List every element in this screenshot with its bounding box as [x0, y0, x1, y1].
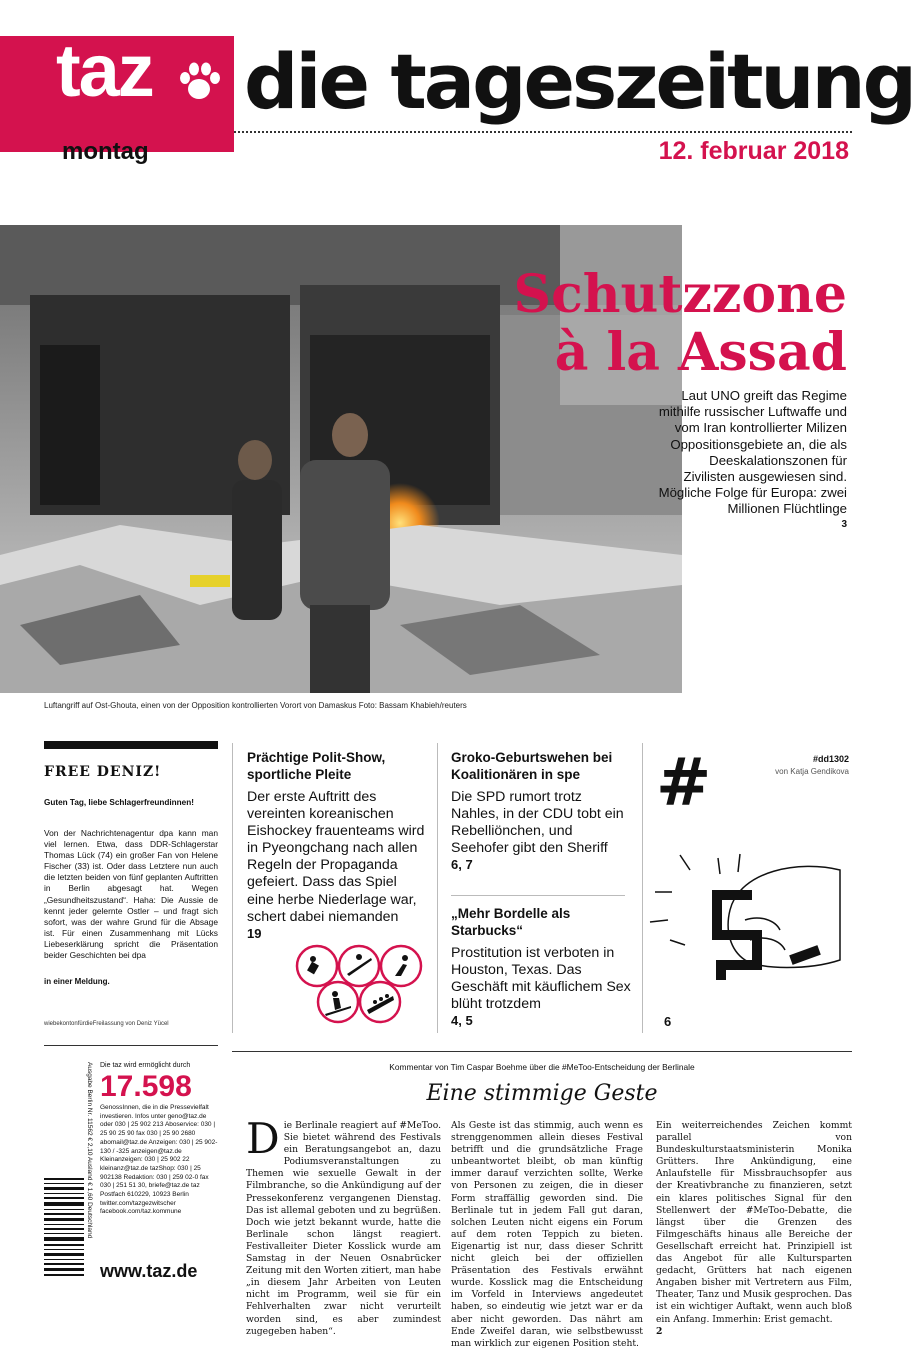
teaser-kicker: „Mehr Bordelle als Starbucks“: [451, 906, 571, 938]
comment-column-1: [246, 1114, 441, 1338]
headline-line-2: à la Assad: [554, 322, 847, 383]
edition-info: Ausgabe Berlin Nr. 11562 € 2,10 Ausland € 1,60 Deutschland: [86, 1062, 93, 1239]
cover-headline[interactable]: [514, 266, 847, 382]
free-deniz-title: FREE DENIZ!: [44, 764, 162, 780]
dotted-divider: [234, 131, 852, 133]
teaser-groko[interactable]: [451, 749, 631, 872]
divider: [44, 1045, 218, 1046]
page-reference[interactable]: 3: [841, 518, 847, 530]
teaser-kicker: Groko-Geburtswehen bei Koalitionären in spe: [451, 750, 613, 782]
olympic-pictograms: [295, 944, 425, 1026]
imprint-text: GenossInnen, die in die Pressevielfalt investieren. Infos unter geno@taz.de oder 030 | 25 902 213 Aboservice: 030 | 25 90 25 90 fax 030 | 25 90 2680 abomail@taz.de Anzeigen: 030 | 25 902-130 / -325 anzeigen@taz.de Kleinanzeigen: 030 | 25 902 22 kleinanz@taz.de tazShop: 030 | 25 902138 Redaktion: 030 | 259 02-0 fax 030 | 251 51 30, briefe@taz.de taz Postfach 610229, 10923 Berlin twitter.com/tazgezwitscher facebook.com/taz.kommune: [100, 1104, 218, 1216]
newspaper-title[interactable]: die tageszeitung: [244, 37, 914, 126]
hash-symbol: #: [656, 744, 712, 821]
drop-cap: D: [246, 1114, 280, 1163]
headline-line-1: Schutzzone: [513, 264, 847, 325]
free-deniz-greeting: Guten Tag, liebe Schlagerfreundinnen!: [44, 798, 194, 807]
column-rule: [437, 743, 438, 1033]
comment-kicker: Kommentar von Tim Caspar Boehme über die #MeToo-Entscheidung der Berlinale: [389, 1062, 695, 1072]
comment-column-3: [656, 1120, 852, 1338]
teaser-korea[interactable]: [247, 749, 427, 941]
page-reference[interactable]: 19: [247, 925, 262, 941]
teaser-kicker: Prächtige Polit-Show, sportliche Pleite: [247, 750, 386, 782]
divider: [232, 1051, 852, 1052]
column-rule: [642, 743, 643, 1033]
teaser-houston[interactable]: [451, 905, 631, 1028]
weekday: montag: [62, 138, 149, 165]
hashtag[interactable]: #dd1302: [812, 754, 849, 764]
comment-title[interactable]: Eine stimmige Geste: [426, 1081, 658, 1106]
page-reference[interactable]: 4, 5: [451, 1013, 473, 1029]
divider: [451, 895, 625, 896]
comment-text: ie Berlinale reagiert auf #MeToo. Sie bietet während des Festivals ein Beratungsangebot an, dazu Podiumsveranstaltungen zu Themen wie sexuelle Gewalt in der Filmbranche, so die Ankündigung auf der Pressekonferenz vergangenen Dienstag. Das ist allemal geboten und zu begrüßen. Doch wie jetzt bekannt wurde, hatte die Berlinale schon längst reagiert. Festivalleiter Dieter Kosslick wurde am Samstag in der Neuen Osnabrücker Zeitung mit den Worten zitiert, man habe „in diesem Jahr Arbeiten von Leuten nicht im Programm, weil sie für ein Fehlverhalten zwar nicht verurteilt worden sind, es aber zumindest zugegeben haben“.: [246, 1120, 441, 1337]
free-deniz-end: in einer Meldung.: [44, 977, 110, 986]
column-rule: [232, 743, 233, 1033]
paw-icon: [176, 58, 222, 104]
taz-logo[interactable]: taz: [56, 29, 153, 112]
page-reference[interactable]: 6: [664, 1014, 672, 1029]
teaser-body: Der erste Auftritt des vereinten koreanischen Eishockey frauenteams wird in Pyeongchang nach allen Regeln der Propaganda gefeiert. Dass das Spiel eine herbe Niederlage war, schert dabei niemanden: [247, 789, 425, 925]
page-reference[interactable]: 6, 7: [451, 857, 473, 873]
supporters-intro: Die taz wird ermöglicht durch: [100, 1062, 191, 1069]
hashtag-author: von Katja Gendikova: [775, 767, 849, 776]
lead-text: Laut UNO greift das Regime mithilfe russischer Luftwaffe und vom Iran kontrollierter Milizen Oppositionsgebiete an, die als Deeskalationszonen für Zivilisten ausgewiesen sind. Mögliche Folge für Europa: zwei Millionen Flüchtlinge: [658, 388, 847, 517]
free-deniz-body: Von der Nachrichtenagentur dpa kann man viel lernen. Etwa, dass DDR-Schlagerstar Thomas Lück (74) ein großer Fan von Helene Fischer (33) ist. Oder dass Letztere nun auch die letzten beiden von fünf geplanten Auftritten in Berlin abgesagt hat. Wegen „Gesundheitszustand“. Haha: Die Aussie de kennt jeder gelernte Ostler – und fragt sich sofort, was der wahre Grund für die Absage ist. Für einen Zusammenhang mit Lücks Liebeserklärung spricht die Präsentation beider Geschichten bei dpa: [44, 828, 218, 961]
column-bar: [44, 741, 218, 749]
comment-column-2: Als Geste ist das stimmig, auch wenn es strenggenommen allein dieses Festival betrifft und die grundsätzliche Frage unbeantwortet bleibt, ob man künftig immer darauf verzichten sollte, Werke von Personen zu zeigen, die in dieser Form straffällig geworden sind. Die Berlinale tut in jedem Fall gut daran, solchen Leuten nicht eigens ein Forum auf dem roten Teppich zu bieten. Eigenartig ist nur, dass dieser Schritt nicht gleich bei der offiziellen Präsentation des Festivals erwähnt wurde. Kosslick mag die Entscheidung im Vorfeld in Interviews angedeutet haben, so eindeutig wie jetzt war er da aber nicht geworden. Das nährt am Ende Zweifel daran, wie selbstbewusst man wirklich zur eigenen Position steht.: [451, 1120, 643, 1349]
website-link[interactable]: www.taz.de: [100, 1261, 198, 1281]
teaser-body: Die SPD rumort trotz Nahles, in der CDU tobt ein Rebelliönchen, und Seehofer gibt den Sheriff: [451, 789, 624, 857]
free-deniz-credit: wiebekontonfürdieFreilassung von Deniz Yücel: [44, 1021, 169, 1027]
issue-date: 12. februar 2018: [658, 137, 849, 165]
page-reference[interactable]: 2: [656, 1325, 663, 1337]
cover-lead: [657, 388, 847, 532]
comment-text: Ein weiterreichendes Zeichen kommt parallel von Bundeskulturstaatsministerin Monika Grütters. Ihre Ankündigung, eine Anlaufstelle für Missbrauchsopfer aus der Kreativbranche zu finanzieren, setzt ein klares politisches Signal für den Stellenwert der #MeToo-Debatte, die längst über die Grenzen des Filmgeschäfts hinaus alle Bereiche der Gesellschaft erreicht hat. Prinzipiell ist das Angebot für alle Kultursparten gedacht, Grütters hat nach eigenen Angaben bisher mit Vertretern aus Film, Theater, Tanz und Musik gesprochen. Das ist ein wichtiger Auftakt, wenn auch bloß ein Anfang. Immerhin: Erist gemacht.: [656, 1120, 852, 1325]
teaser-body: Prostitution ist verboten in Houston, Texas. Das Geschäft mit käuflichem Sex blüht trotzdem: [451, 945, 631, 1013]
fist-swastika-illustration: [650, 850, 850, 990]
supporters-count: 17.598: [100, 1070, 192, 1103]
photo-caption: Luftangriff auf Ost-Ghouta, einen von der Opposition kontrollierten Vorort von Damaskus Foto: Bassam Khabieh/reuters: [44, 701, 467, 710]
